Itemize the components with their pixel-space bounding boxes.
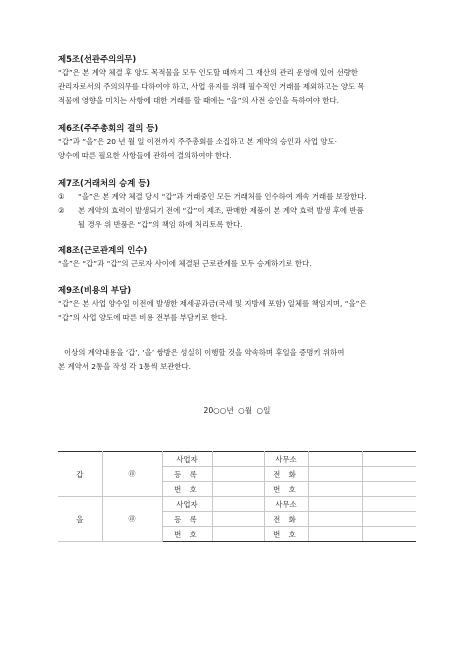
- article-line: “갑”과 “을”은 20 년 월 일 이전까지 주주총회를 소집하고 본 계약의 승인과 사업 양도·: [58, 137, 337, 146]
- article-7: [58, 177, 418, 232]
- article-body: [58, 297, 418, 325]
- signature-table: [58, 451, 416, 542]
- article-9: [58, 284, 418, 325]
- label-number: 번 호: [264, 482, 308, 497]
- party-name-eul: 을: [58, 497, 102, 542]
- label-number: 번 호: [162, 482, 212, 497]
- value-cell[interactable]: [212, 467, 264, 482]
- article-line: 본 계약의 효력이 발생되기 전에 “갑”이 제조, 판매한 제품이 본 계약 효력 발생 후에 반품: [78, 206, 364, 215]
- article-title: 제6조(주주총회의 결의 등): [58, 123, 159, 133]
- value-cell[interactable]: [212, 497, 264, 512]
- closing-statement: [58, 346, 418, 374]
- article-line: “갑”은 본 사업 양수일 이전에 발생한 제세공과금(국세 및 지방세 포함) 일체를 책임지며, “을”은: [58, 299, 367, 308]
- article-line: 관리자로서의 주의의무를 다하여야 하고, 사업 유지를 위해 필수적인 거래를 제외하고는 양도 목: [58, 82, 365, 91]
- seal-mark: ㊞: [102, 497, 162, 542]
- article-line: “갑”의 사업 양도에 따른 비용 전부를 부담키로 한다.: [58, 313, 228, 322]
- numbered-item: [58, 204, 418, 232]
- closing-line: 본 계약서 2통을 작성 각 1통씩 보관한다.: [58, 362, 191, 371]
- value-cell[interactable]: [362, 512, 416, 527]
- article-line: 적물에 영향을 미치는 사항에 대한 거래를 할 때에는 “을”의 사전 승인을 득하여야 한다.: [58, 96, 339, 105]
- label-phone: 전 화: [264, 467, 308, 482]
- numbered-item: [58, 190, 418, 204]
- value-cell[interactable]: [362, 497, 416, 512]
- seal-mark: ㊞: [102, 452, 162, 497]
- article-5: [58, 53, 418, 108]
- article-title: 제7조(거래처의 승계 등): [58, 178, 151, 188]
- contract-date: 20○○년 ○월 ○일: [203, 406, 271, 415]
- value-cell[interactable]: [308, 452, 362, 467]
- label-office: 사무소: [264, 497, 308, 512]
- label-number: 번 호: [162, 527, 212, 542]
- value-cell[interactable]: [212, 452, 264, 467]
- value-cell[interactable]: [212, 512, 264, 527]
- article-line: 될 경우 위 반품은 “갑”의 책임 하에 처리토록 한다.: [78, 220, 243, 229]
- value-cell[interactable]: [362, 467, 416, 482]
- article-8: [58, 244, 418, 271]
- article-6: [58, 122, 418, 163]
- article-body: [58, 135, 418, 163]
- article-title: 제8조(근로관계의 인수): [58, 245, 148, 255]
- value-cell[interactable]: [308, 527, 362, 542]
- value-cell[interactable]: [308, 497, 362, 512]
- closing-line: 이상의 계약내용을 ‘갑’, ‘을’ 쌍방은 성실히 이행할 것을 약속하며 후일을 증명키 위하여: [64, 348, 345, 357]
- article-body: [58, 66, 418, 108]
- label-business: 사업자: [162, 452, 212, 467]
- value-cell[interactable]: [212, 482, 264, 497]
- label-registration: 등 록: [162, 467, 212, 482]
- label-number: 번 호: [264, 527, 308, 542]
- value-cell[interactable]: [308, 512, 362, 527]
- article-line: 양수에 따른 필요한 사항들에 관하여 결의하여야 한다.: [58, 151, 232, 160]
- value-cell[interactable]: [308, 467, 362, 482]
- value-cell[interactable]: [212, 527, 264, 542]
- item-marker: ①: [58, 192, 65, 201]
- party-name-gap: 갑: [58, 452, 102, 497]
- value-cell[interactable]: [362, 482, 416, 497]
- value-cell[interactable]: [362, 452, 416, 467]
- article-body: [58, 190, 418, 232]
- value-cell[interactable]: [308, 482, 362, 497]
- table-row: [58, 452, 416, 467]
- label-office: 사무소: [264, 452, 308, 467]
- label-business: 사업자: [162, 497, 212, 512]
- value-cell[interactable]: [362, 527, 416, 542]
- article-title: 제9조(비용의 부담): [58, 285, 132, 295]
- item-marker: ②: [58, 206, 65, 215]
- article-title: 제5조(선관주의의무): [58, 54, 137, 64]
- table-row: [58, 497, 416, 512]
- label-registration: 등 록: [162, 512, 212, 527]
- article-line: “을”은 “갑”과 “갑”의 근로자 사이에 체결된 근로관계를 모두 승계하기로 한다.: [58, 259, 312, 268]
- article-line: “갑”은 본 계약 체결 후 양도 목적물을 모두 인도할 때까지 그 재산의 관리 운영에 있어 선량한: [58, 68, 358, 77]
- article-line: “을”은 본 계약 체결 당시 “갑”과 거래중인 모든 거래처를 인수하여 계속 거래를 보장한다.: [78, 192, 367, 201]
- label-phone: 전 화: [264, 512, 308, 527]
- article-body: [58, 257, 418, 271]
